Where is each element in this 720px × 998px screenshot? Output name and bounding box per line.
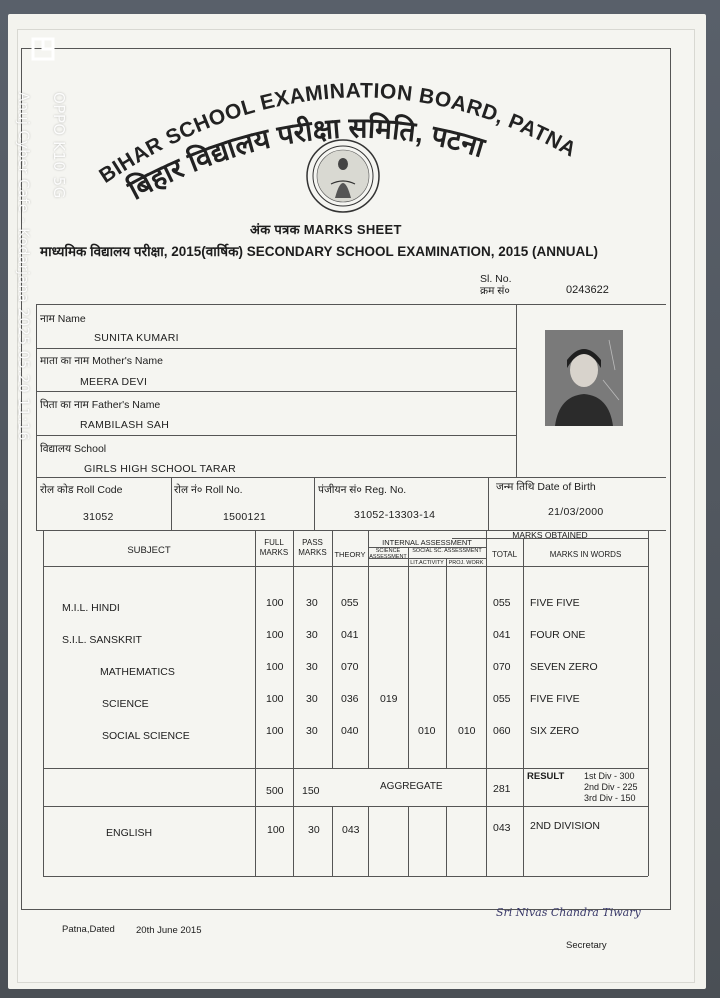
rule <box>488 477 489 530</box>
serial-label: Sl. No. क्रम सं० <box>480 273 512 297</box>
aggregate-total: 281 <box>493 783 511 795</box>
row-4-full: 100 <box>266 693 284 705</box>
rule <box>43 530 44 876</box>
row-3-theory: 070 <box>341 661 359 673</box>
device-watermark: OPPO K10 5G <box>50 92 68 199</box>
father-name: RAMBILASH SAH <box>80 419 170 431</box>
row-5-proj: 010 <box>458 725 476 737</box>
marks-sheet <box>18 30 694 982</box>
row-2-words: FOUR ONE <box>530 629 586 641</box>
row-4-subject: SCIENCE <box>102 698 149 710</box>
row-1-pass: 30 <box>306 597 318 609</box>
secretary-signature: Sri Nivas Chandra Tiwary <box>496 906 641 919</box>
rule <box>36 304 666 305</box>
row-2-subject: S.I.L. SANSKRIT <box>62 634 142 646</box>
row-5-total: 060 <box>493 725 511 737</box>
row-3-words: SEVEN ZERO <box>530 661 598 673</box>
rule <box>43 876 648 877</box>
location-time-watermark: Anuj Cyber Cafe - Kodarjana 2025.05.20 11:16 <box>15 92 31 441</box>
board-emblem-icon <box>305 138 381 214</box>
row-5-lit: 010 <box>418 725 436 737</box>
rule <box>332 530 333 768</box>
rule <box>446 558 447 768</box>
row-1-words: FIVE FIVE <box>530 597 580 609</box>
dob-label: जन्म तिथि Date of Birth <box>496 481 596 493</box>
english-pass-marks: 30 <box>308 824 320 836</box>
second-division-threshold: 2nd Div - 225 <box>584 782 638 792</box>
rule <box>255 530 256 876</box>
rule <box>516 304 517 477</box>
rule <box>43 806 648 807</box>
english-theory: 043 <box>342 824 360 836</box>
row-1-full: 100 <box>266 597 284 609</box>
theory-header: THEORY <box>334 550 366 559</box>
row-5-pass: 30 <box>306 725 318 737</box>
rule <box>36 348 516 349</box>
row-2-pass: 30 <box>306 629 318 641</box>
rule <box>408 806 409 876</box>
rule <box>36 435 516 436</box>
result-label: RESULT <box>527 771 565 782</box>
student-name: SUNITA KUMARI <box>94 332 179 344</box>
board-name-english: BIHAR SCHOOL EXAMINATION BOARD, PATNA <box>95 79 581 188</box>
rule <box>43 768 648 769</box>
internal-assessment-header: INTERNAL ASSESSMENT <box>382 538 472 547</box>
row-5-theory: 040 <box>341 725 359 737</box>
rule <box>293 530 294 876</box>
row-5-words: SIX ZERO <box>530 725 580 737</box>
science-assessment-header: SCIENCE ASSESSMENT <box>369 548 407 560</box>
total-header: TOTAL <box>491 550 518 559</box>
row-4-words: FIVE FIVE <box>530 693 580 705</box>
reg-no: 31052-13303-14 <box>354 509 436 521</box>
row-5-subject: SOCIAL SCIENCE <box>102 730 190 742</box>
first-division-threshold: 1st Div - 300 <box>584 771 635 781</box>
row-4-sci: 019 <box>380 693 398 705</box>
rule <box>446 806 447 876</box>
serial-number: 0243622 <box>566 284 609 296</box>
english-total: 043 <box>493 822 511 834</box>
third-division-threshold: 3rd Div - 150 <box>584 793 636 803</box>
lit-activity-header: LIT.ACTIVITY <box>410 560 444 566</box>
pass-marks-header: PASS MARKS <box>298 538 327 557</box>
row-1-total: 055 <box>493 597 511 609</box>
rule <box>36 304 37 530</box>
mother-label: माता का नाम Mother's Name <box>40 355 163 367</box>
subject-header: SUBJECT <box>127 545 171 556</box>
full-marks-header: FULL MARKS <box>259 538 289 557</box>
row-2-full: 100 <box>266 629 284 641</box>
english-result: 2ND DIVISION <box>530 820 601 832</box>
roll-no-label: रोल नं० Roll No. <box>174 484 243 496</box>
school-name: GIRLS HIGH SCHOOL TARAR <box>84 463 236 475</box>
row-3-total: 070 <box>493 661 511 673</box>
row-3-full: 100 <box>266 661 284 673</box>
father-label: पिता का नाम Father's Name <box>40 399 161 411</box>
row-5-full: 100 <box>266 725 284 737</box>
name-label: नाम Name <box>40 313 86 325</box>
project-work-header: PROJ. WORK <box>448 560 484 566</box>
place-dated-label: Patna,Dated <box>62 924 115 935</box>
aggregate-label: AGGREGATE <box>380 781 443 792</box>
dob: 21/03/2000 <box>548 506 604 518</box>
row-4-theory: 036 <box>341 693 359 705</box>
rule <box>332 806 333 876</box>
rule <box>368 806 369 876</box>
social-assessment-header: SOCIAL SC. ASSESSMENT <box>412 548 482 554</box>
roll-code: 31052 <box>83 511 114 523</box>
student-photo <box>545 330 623 426</box>
aggregate-full-marks: 500 <box>266 785 284 797</box>
marks-obtained-header: MARKS OBTAINED <box>512 530 588 540</box>
english-subject: ENGLISH <box>106 827 153 839</box>
rule <box>486 530 487 876</box>
roll-no: 1500121 <box>223 511 266 523</box>
row-4-total: 055 <box>493 693 511 705</box>
rule <box>43 566 648 567</box>
rule <box>36 477 666 478</box>
row-2-total: 041 <box>493 629 511 641</box>
roll-code-label: रोल कोड Roll Code <box>40 484 123 496</box>
row-3-pass: 30 <box>306 661 318 673</box>
reg-no-label: पंजीयन सं० Reg. No. <box>318 484 407 496</box>
sheet-title: अंक पत्रक MARKS SHEET <box>250 222 402 237</box>
board-name-hindi: बिहार विद्यालय परीक्षा समिति, पटना <box>122 112 489 206</box>
rule <box>36 391 516 392</box>
school-label: विद्यालय School <box>40 443 107 455</box>
row-1-subject: M.I.L. HINDI <box>62 602 120 614</box>
marks-in-words-header: MARKS IN WORDS <box>549 550 622 559</box>
row-2-theory: 041 <box>341 629 359 641</box>
rule <box>408 547 409 768</box>
camera-watermark-icon <box>30 36 56 62</box>
rule <box>171 477 172 530</box>
rule <box>368 530 369 768</box>
issue-date: 20th June 2015 <box>136 925 202 936</box>
secretary-label: Secretary <box>566 940 607 951</box>
row-1-theory: 055 <box>341 597 359 609</box>
rule <box>314 477 315 530</box>
row-3-subject: MATHEMATICS <box>100 666 175 678</box>
rule <box>648 530 649 876</box>
english-full-marks: 100 <box>267 824 285 836</box>
mother-name: MEERA DEVI <box>80 376 148 388</box>
aggregate-pass-marks: 150 <box>302 785 320 797</box>
rule <box>523 538 524 876</box>
row-4-pass: 30 <box>306 693 318 705</box>
exam-title: माध्यमिक विद्यालय परीक्षा, 2015(वार्षिक) SECONDARY SCHOOL EXAMINATION, 2015 (ANNUAL) <box>40 244 598 259</box>
